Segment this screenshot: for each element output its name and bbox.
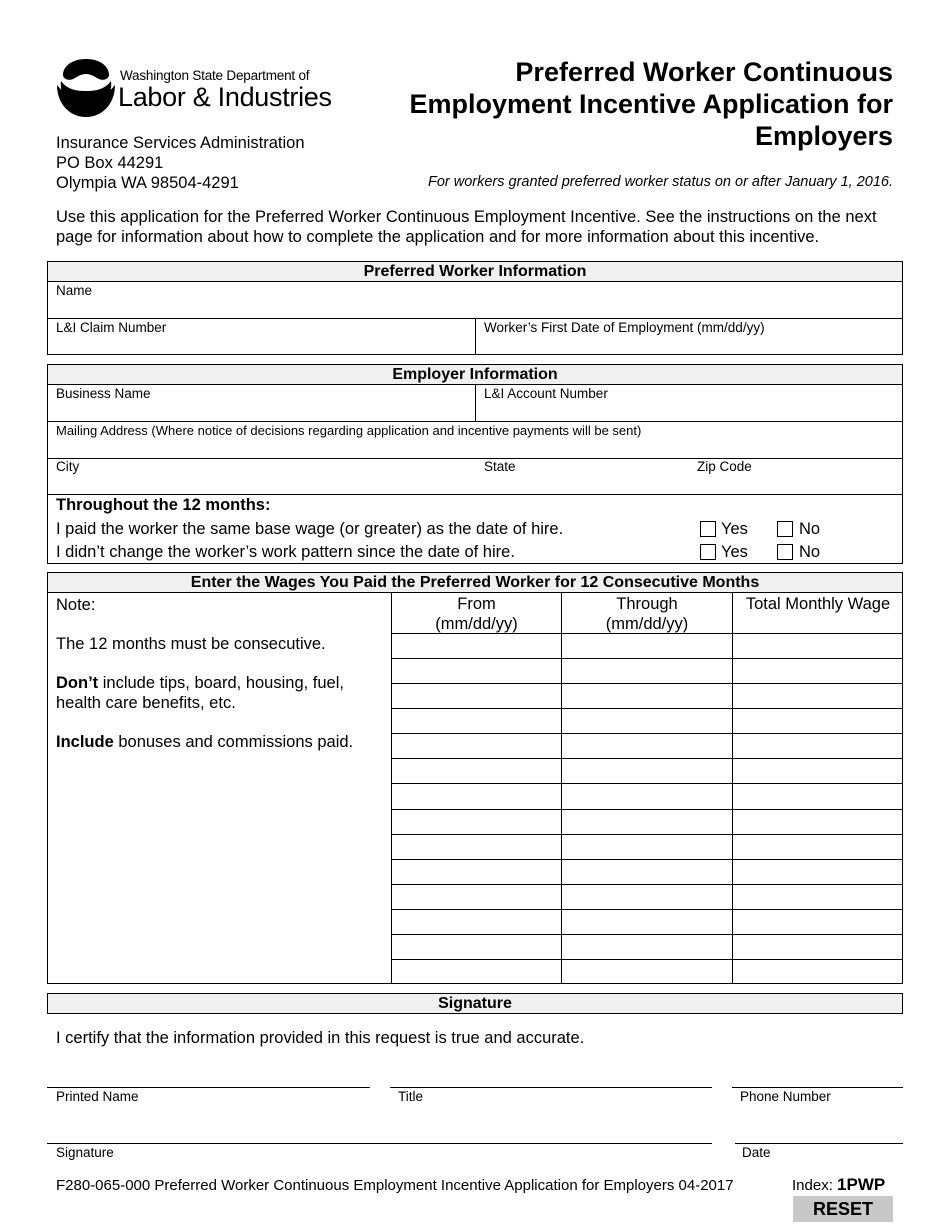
- through-date-cell[interactable]: [562, 684, 732, 708]
- state-label: State: [484, 459, 516, 474]
- from-date-cell[interactable]: [392, 810, 561, 834]
- wage-no-checkbox[interactable]: [777, 521, 793, 537]
- wage-question: I paid the worker the same base wage (or greater) as the date of hire.: [56, 520, 564, 538]
- mailing-address: [56, 133, 305, 193]
- pattern-no-checkbox[interactable]: [777, 544, 793, 560]
- lni-logo: [55, 55, 332, 119]
- logo-org-text: Labor & Industries: [118, 82, 332, 112]
- from-date-cell[interactable]: [392, 860, 561, 884]
- from-date-cell[interactable]: [392, 659, 561, 683]
- through-date-cell[interactable]: [562, 860, 732, 884]
- from-date-cell[interactable]: [392, 634, 561, 658]
- index-value: 1PWP: [837, 1175, 886, 1194]
- note-inclusions: [56, 732, 353, 752]
- phone-line[interactable]: [732, 1087, 903, 1088]
- monthly-wage-cell[interactable]: [733, 885, 903, 909]
- pattern-yes-checkbox[interactable]: [700, 544, 716, 560]
- printed-name-line[interactable]: [47, 1087, 370, 1088]
- monthly-wage-cell[interactable]: [733, 960, 903, 984]
- monthly-wage-cell[interactable]: [733, 684, 903, 708]
- yes-label: Yes: [721, 520, 748, 538]
- monthly-wage-cell[interactable]: [733, 734, 903, 758]
- monthly-wage-cell[interactable]: [733, 835, 903, 859]
- monthly-wage-cell[interactable]: [733, 784, 903, 808]
- zip-code-label: Zip Code: [697, 459, 752, 474]
- through-date-cell[interactable]: [562, 935, 732, 959]
- from-date-cell[interactable]: [392, 960, 561, 984]
- monthly-wage-cell[interactable]: [733, 935, 903, 959]
- wage-yes-checkbox[interactable]: [700, 521, 716, 537]
- address-line: PO Box 44291: [56, 154, 164, 172]
- monthly-wage-cell[interactable]: [733, 910, 903, 934]
- from-date-cell[interactable]: [392, 709, 561, 733]
- through-date-cell[interactable]: [562, 835, 732, 859]
- title-label: Title: [398, 1089, 424, 1104]
- section-heading: Signature: [48, 994, 902, 1013]
- through-date-cell[interactable]: [562, 910, 732, 934]
- note-text: include tips, board, housing, fuel, health care benefits, etc.: [56, 674, 344, 712]
- note-label: Note:: [56, 596, 96, 614]
- from-date-cell[interactable]: [392, 885, 561, 909]
- title-line: Preferred Worker Continuous: [515, 57, 893, 87]
- form-id-footer: F280-065-000 Preferred Worker Continuous Employment Incentive Application for Employers 04-2017: [56, 1177, 734, 1194]
- monthly-wage-cell[interactable]: [733, 860, 903, 884]
- header-line: Through: [616, 595, 678, 613]
- signature-section: [47, 993, 903, 1014]
- signature-label: Signature: [56, 1145, 114, 1160]
- form-index: [792, 1175, 885, 1195]
- date-line[interactable]: [735, 1143, 903, 1144]
- title-line[interactable]: [390, 1087, 712, 1088]
- monthly-wage-cell[interactable]: [733, 759, 903, 783]
- employer-info-section: [47, 364, 903, 564]
- index-label: Index:: [792, 1177, 838, 1194]
- no-label: No: [799, 543, 821, 561]
- name-label: Name: [56, 283, 93, 298]
- through-date-cell[interactable]: [562, 709, 732, 733]
- account-number-label: L&I Account Number: [484, 386, 608, 401]
- work-pattern-question: I didn’t change the worker’s work pattern since the date of hire.: [56, 543, 515, 561]
- wages-section: [47, 572, 903, 984]
- through-date-cell[interactable]: [562, 784, 732, 808]
- through-date-cell[interactable]: [562, 885, 732, 909]
- months-heading: Throughout the 12 months:: [56, 496, 271, 514]
- form-title: [333, 56, 893, 152]
- from-date-cell[interactable]: [392, 835, 561, 859]
- intro-paragraph: Use this application for the Preferred Worker Continuous Employment Incentive. See the instructions on the next page for information about how to complete the application and for more information about this incentive.: [56, 208, 877, 246]
- total-wage-column-header: Total Monthly Wage: [745, 595, 891, 613]
- from-date-cell[interactable]: [392, 759, 561, 783]
- signature-line[interactable]: [47, 1143, 712, 1144]
- title-line: Employment Incentive Application for: [409, 89, 893, 119]
- date-label: Date: [742, 1145, 771, 1160]
- section-heading: Preferred Worker Information: [48, 262, 902, 282]
- monthly-wage-cell[interactable]: [733, 810, 903, 834]
- through-date-cell[interactable]: [562, 810, 732, 834]
- from-column-header: [392, 594, 561, 634]
- through-column-header: [562, 594, 732, 634]
- logo-department-text: Washington State Department of: [120, 68, 310, 83]
- note-bold: Don’t: [56, 674, 99, 692]
- worker-info-section: [47, 261, 903, 355]
- reset-button[interactable]: RESET: [793, 1196, 893, 1222]
- section-heading: Enter the Wages You Paid the Preferred Worker for 12 Consecutive Months: [48, 573, 902, 593]
- through-date-cell[interactable]: [562, 634, 732, 658]
- monthly-wage-cell[interactable]: [733, 634, 903, 658]
- note-exclusions: [56, 673, 376, 713]
- header-line: (mm/dd/yy): [605, 615, 689, 633]
- mailing-address-label: Mailing Address (Where notice of decisions regarding application and incentive payments will be sent): [56, 423, 642, 438]
- from-date-cell[interactable]: [392, 910, 561, 934]
- claim-number-label: L&I Claim Number: [56, 320, 167, 335]
- address-line: Olympia WA 98504-4291: [56, 174, 239, 192]
- no-label: No: [799, 520, 821, 538]
- title-line: Employers: [754, 121, 893, 151]
- first-date-label: Worker’s First Date of Employment (mm/dd/yy): [484, 320, 765, 335]
- lni-logo-icon: [55, 55, 117, 117]
- address-line: Insurance Services Administration: [56, 134, 305, 152]
- from-date-cell[interactable]: [392, 935, 561, 959]
- through-date-cell[interactable]: [562, 659, 732, 683]
- note-consecutive: The 12 months must be consecutive.: [56, 635, 326, 653]
- from-date-cell[interactable]: [392, 684, 561, 708]
- through-date-cell[interactable]: [562, 759, 732, 783]
- certify-statement: I certify that the information provided in this request is true and accurate.: [56, 1029, 585, 1047]
- note-text: bonuses and commissions paid.: [113, 733, 354, 751]
- printed-name-label: Printed Name: [56, 1089, 139, 1104]
- yes-label: Yes: [721, 543, 748, 561]
- header-line: From: [457, 595, 496, 613]
- section-heading: Employer Information: [48, 365, 902, 385]
- monthly-wage-cell[interactable]: [733, 709, 903, 733]
- from-date-cell[interactable]: [392, 734, 561, 758]
- from-date-cell[interactable]: [392, 784, 561, 808]
- city-label: City: [56, 459, 80, 474]
- note-bold: Include: [56, 733, 114, 751]
- through-date-cell[interactable]: [562, 734, 732, 758]
- header-line: (mm/dd/yy): [435, 615, 518, 633]
- eligibility-note: For workers granted preferred worker status on or after January 1, 2016.: [427, 174, 893, 190]
- monthly-wage-cell[interactable]: [733, 659, 903, 683]
- through-date-cell[interactable]: [562, 960, 732, 984]
- business-name-label: Business Name: [56, 386, 151, 401]
- phone-number-label: Phone Number: [740, 1089, 831, 1104]
